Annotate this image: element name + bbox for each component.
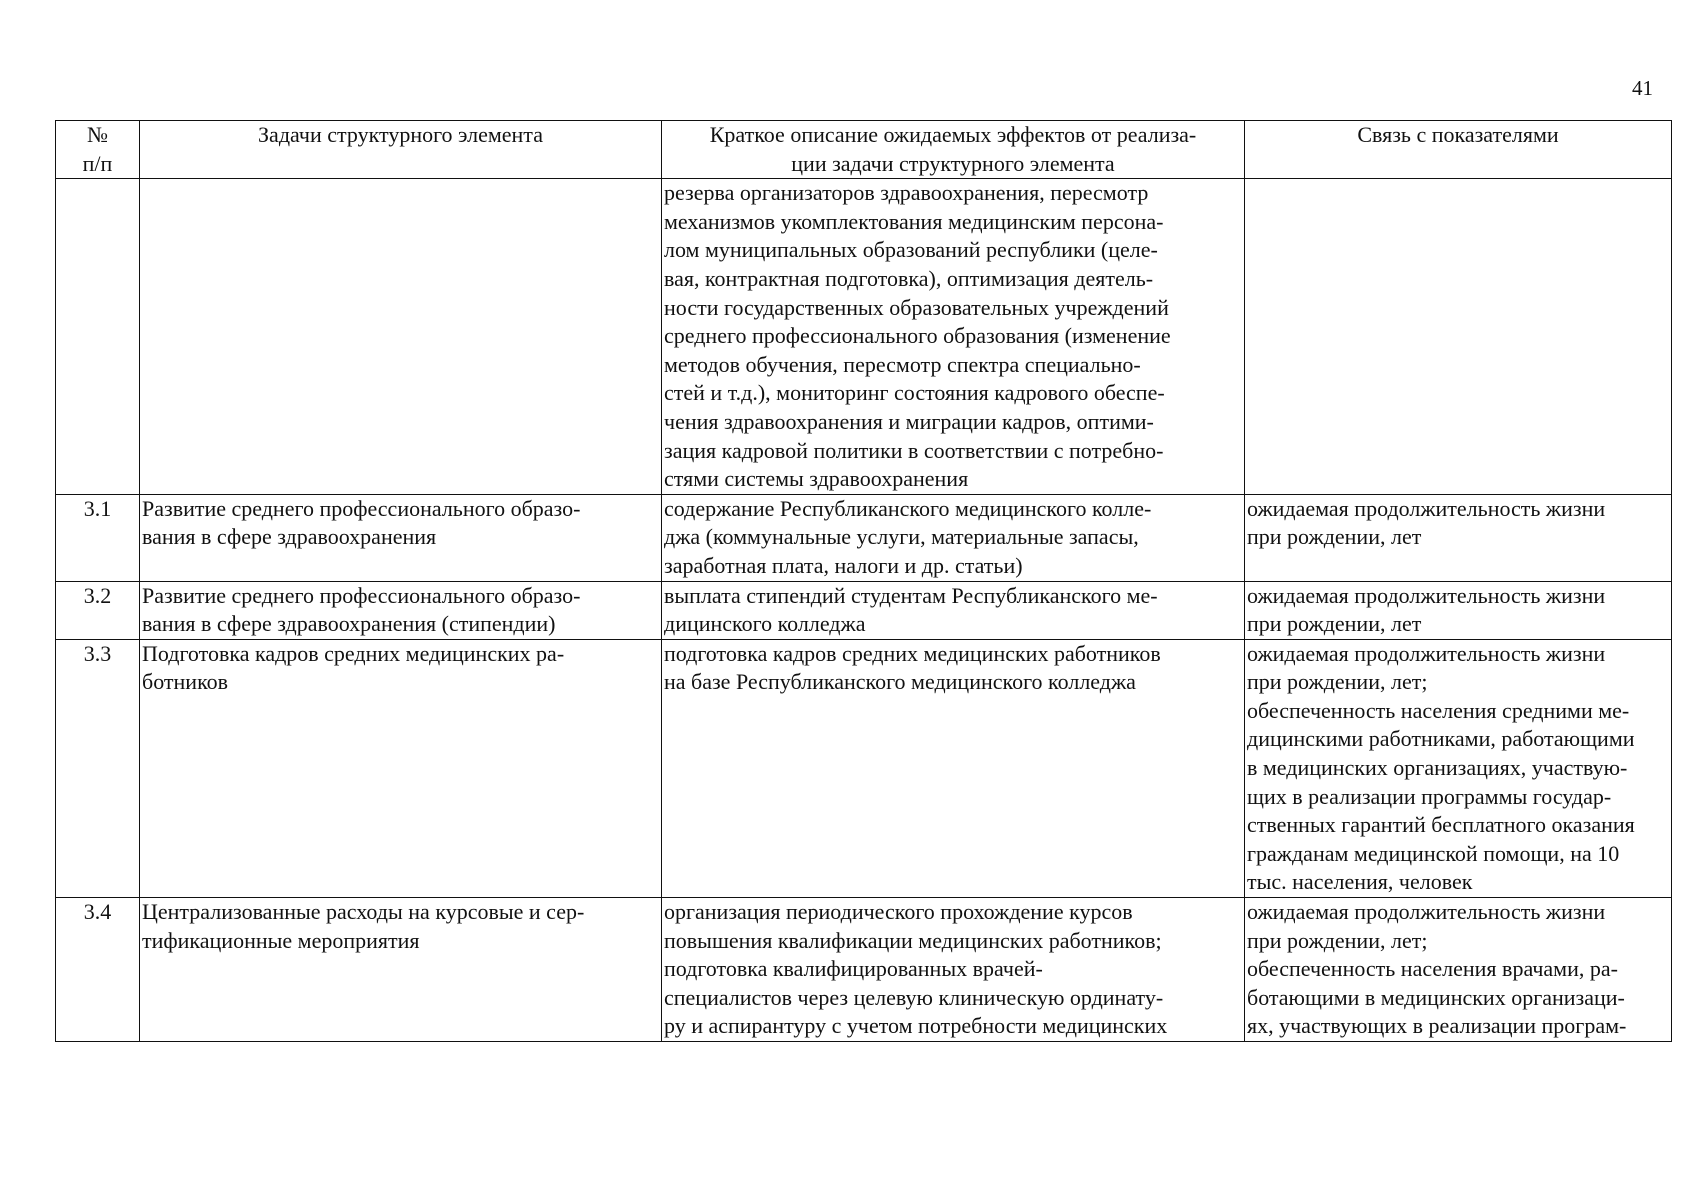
row-effect: организация периодического прохождение курсов повышения квалификации медицинских работников; подготовка квалифицированных врачей- специалистов через целевую клиническую ординату- ру и аспирантуру с учетом потребности медицинских — [662, 898, 1245, 1042]
row-task: Централизованные расходы на курсовые и сер- тификационные мероприятия — [140, 898, 662, 1042]
row-indicator: ожидаемая продолжительность жизни при рождении, лет; обеспеченность населения врачами, ра- ботающими в медицинских организаци- ях, участвующих в реализации програм- — [1245, 898, 1672, 1042]
row-effect: подготовка кадров средних медицинских работников на базе Республиканского медицинского колледжа — [662, 639, 1245, 897]
table-row — [56, 639, 1672, 897]
row-effect: выплата стипендий студентам Республиканского ме- дицинского колледжа — [662, 581, 1245, 639]
page-number: 41 — [1632, 76, 1653, 100]
header-number: № п/п — [56, 121, 140, 179]
row-indicator: ожидаемая продолжительность жизни при рождении, лет — [1245, 581, 1672, 639]
row-task: Развитие среднего профессионального образо- вания в сфере здравоохранения (стипендии) — [140, 581, 662, 639]
row-indicator — [1245, 179, 1672, 495]
row-number: 3.4 — [56, 898, 140, 1042]
table-header-row — [56, 121, 1672, 179]
row-indicator: ожидаемая продолжительность жизни при рождении, лет; обеспеченность населения средними ме- дицинскими работниками, работающими в медицинских организациях, участвую- щих в реализации программы государ- ственных гарантий бесплатного оказания гражданам медицинской помощи, на 10 тыс. населения, человек — [1245, 639, 1672, 897]
row-task: Подготовка кадров средних медицинских ра- ботников — [140, 639, 662, 897]
header-indicator: Связь с показателями — [1245, 121, 1672, 179]
header-task: Задачи структурного элемента — [140, 121, 662, 179]
row-number — [56, 179, 140, 495]
row-effect: резерва организаторов здравоохранения, пересмотр механизмов укомплектования медицинским персона- лом муниципальных образований республики (целе- вая, контрактная подготовка), оптимизация деятель- ности государственных образовательных учреждений среднего профессионального образования (изменение методов обучения, пересмотр спектра специально- стей и т.д.), мониторинг состояния кадрового обеспе- чения здравоохранения и миграции кадров, оптими- зация кадровой политики в соответствии с потребно- стями системы здравоохранения — [662, 179, 1245, 495]
table-row — [56, 898, 1672, 1042]
tasks-table — [55, 120, 1672, 1042]
table-row — [56, 581, 1672, 639]
row-task — [140, 179, 662, 495]
row-number: 3.3 — [56, 639, 140, 897]
table-row — [56, 179, 1672, 495]
table-row — [56, 494, 1672, 581]
row-effect: содержание Республиканского медицинского колле- джа (коммунальные услуги, материальные запасы, заработная плата, налоги и др. статьи) — [662, 494, 1245, 581]
row-task: Развитие среднего профессионального образо- вания в сфере здравоохранения — [140, 494, 662, 581]
row-number: 3.2 — [56, 581, 140, 639]
header-effect: Краткое описание ожидаемых эффектов от реализа- ции задачи структурного элемента — [662, 121, 1245, 179]
row-number: 3.1 — [56, 494, 140, 581]
row-indicator: ожидаемая продолжительность жизни при рождении, лет — [1245, 494, 1672, 581]
